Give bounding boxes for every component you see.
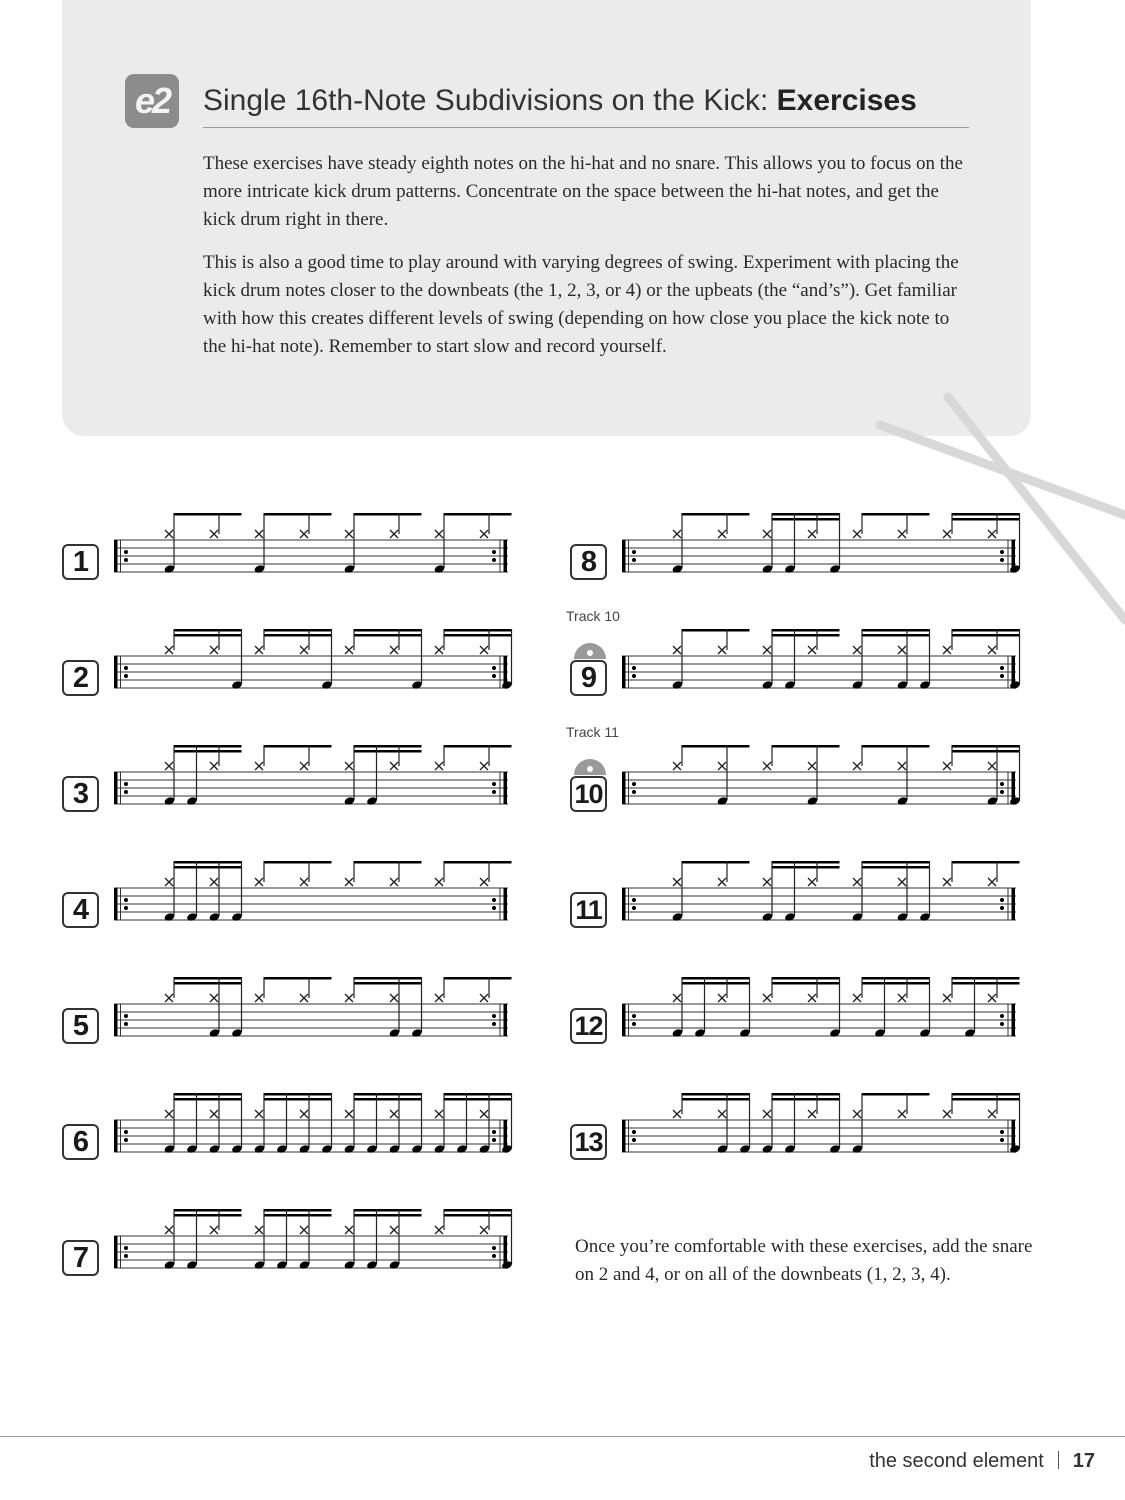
repeat-dot [1000, 558, 1004, 562]
repeat-start-thick-bar [114, 772, 118, 804]
exercise-number: 4 [62, 892, 99, 928]
repeat-dot [492, 1254, 496, 1258]
beam [772, 629, 840, 632]
repeat-dot [492, 1246, 496, 1250]
beam [444, 1098, 512, 1101]
beam [862, 866, 930, 869]
beam [772, 1098, 840, 1101]
element-badge [125, 74, 179, 128]
beam [772, 1093, 840, 1096]
track-label-9: Track 10 [566, 608, 620, 624]
beam [772, 634, 840, 637]
title-divider [203, 127, 969, 128]
page-footer [869, 1450, 1095, 1473]
beam [354, 1209, 422, 1212]
beam [444, 1209, 512, 1212]
repeat-dot [1000, 1138, 1004, 1142]
repeat-start-thick-bar [114, 888, 118, 920]
repeat-dot [632, 1138, 636, 1142]
beam [682, 629, 750, 632]
repeat-start-thick-bar [622, 1004, 626, 1036]
repeat-end-thick-bar [504, 888, 508, 920]
beam [354, 513, 422, 516]
repeat-start-thick-bar [114, 540, 118, 572]
beam [444, 1214, 512, 1217]
exercise-number: 1 [62, 544, 99, 580]
beam [354, 629, 422, 632]
repeat-dot [632, 906, 636, 910]
exercise-3 [62, 734, 522, 824]
beam [862, 977, 930, 980]
beam [174, 1214, 242, 1217]
repeat-dot [492, 790, 496, 794]
repeat-dot [124, 550, 128, 554]
drum-staff [114, 734, 508, 824]
repeat-dot [492, 1130, 496, 1134]
beam [354, 745, 422, 748]
repeat-end-thick-bar [1012, 1004, 1016, 1036]
beam [174, 513, 242, 516]
repeat-dot [1000, 782, 1004, 786]
beam [264, 629, 332, 632]
beam [354, 1214, 422, 1217]
beam [264, 1214, 332, 1217]
beam [354, 1098, 422, 1101]
repeat-dot [124, 558, 128, 562]
repeat-dot [1000, 898, 1004, 902]
repeat-dot [1000, 550, 1004, 554]
drum-staff [114, 1198, 508, 1288]
beam [862, 513, 930, 516]
repeat-dot [492, 782, 496, 786]
closing-note: Once you’re comfortable with these exercises, add the snare on 2 and 4, or on all of the downbeats (1, 2, 3, 4). [575, 1236, 1033, 1285]
exercise-4 [62, 850, 522, 940]
repeat-dot [492, 558, 496, 562]
repeat-end-thick-bar [504, 540, 508, 572]
repeat-end-thick-bar [1012, 888, 1016, 920]
beam [772, 982, 840, 985]
exercise-8 [570, 502, 1030, 592]
beam [952, 1098, 1020, 1101]
badge-label: e2 [134, 80, 170, 121]
repeat-dot [1000, 1130, 1004, 1134]
exercise-number: 7 [62, 1240, 99, 1276]
exercise-number: 10 [570, 776, 607, 812]
repeat-dot [492, 898, 496, 902]
repeat-dot [492, 1138, 496, 1142]
beam [772, 861, 840, 864]
beam [174, 629, 242, 632]
repeat-dot [1000, 1014, 1004, 1018]
exercise-2 [62, 618, 522, 708]
beam [952, 745, 1020, 748]
repeat-dot [124, 666, 128, 670]
beam [174, 1093, 242, 1096]
beam [174, 977, 242, 980]
drum-staff [622, 850, 1016, 940]
repeat-dot [492, 1022, 496, 1026]
exercise-12 [570, 966, 1030, 1056]
beam [264, 1209, 332, 1212]
beam [264, 1098, 332, 1101]
intro-paragraph-1: These exercises have steady eighth notes on the hi-hat and no snare. This allows you to focus on the more intricate kick drum patterns. Concentrate on the space between the hi-hat notes, and get the kick drum right in there. [203, 153, 963, 230]
cd-icon [573, 747, 607, 781]
exercise-number: 11 [570, 892, 607, 928]
exercise-13 [570, 1082, 1030, 1172]
repeat-dot [124, 790, 128, 794]
page-number: 17 [1072, 1450, 1095, 1472]
repeat-start-thick-bar [622, 656, 626, 688]
repeat-dot [124, 1130, 128, 1134]
beam [952, 518, 1020, 521]
exercise-6 [62, 1082, 522, 1172]
repeat-dot [492, 1014, 496, 1018]
exercise-7 [62, 1198, 522, 1288]
drum-staff [622, 966, 1016, 1056]
beam [264, 977, 332, 980]
drum-staff [114, 966, 508, 1056]
beam [264, 634, 332, 637]
exercise-number: 13 [570, 1124, 607, 1160]
beam [354, 861, 422, 864]
beam [174, 634, 242, 637]
beam [174, 1098, 242, 1101]
repeat-dot [124, 1138, 128, 1142]
drum-staff [622, 618, 1016, 708]
beam [862, 745, 930, 748]
repeat-start-thick-bar [114, 1004, 118, 1036]
beam [174, 745, 242, 748]
exercise-number: 6 [62, 1124, 99, 1160]
repeat-dot [632, 558, 636, 562]
exercise-9 [570, 618, 1030, 708]
beam [862, 861, 930, 864]
beam [264, 1093, 332, 1096]
exercise-11 [570, 850, 1030, 940]
beam [174, 750, 242, 753]
drum-staff [114, 1082, 508, 1172]
beam [354, 750, 422, 753]
repeat-start-thick-bar [114, 656, 118, 688]
beam [444, 1093, 512, 1096]
repeat-dot [492, 906, 496, 910]
exercise-number: 2 [62, 660, 99, 696]
repeat-start-thick-bar [622, 772, 626, 804]
repeat-dot [1000, 666, 1004, 670]
beam [862, 982, 930, 985]
cd-icon [573, 631, 607, 665]
beam [682, 982, 750, 985]
beam [862, 1093, 930, 1096]
repeat-dot [1000, 906, 1004, 910]
repeat-dot [1000, 790, 1004, 794]
beam [174, 861, 242, 864]
beam [174, 982, 242, 985]
beam [952, 1093, 1020, 1096]
repeat-dot [124, 1254, 128, 1258]
drum-staff [114, 618, 508, 708]
beam [772, 513, 840, 516]
repeat-start-thick-bar [622, 1120, 626, 1152]
repeat-dot [632, 782, 636, 786]
footer-section: the second element [869, 1450, 1044, 1472]
footer-divider [0, 1436, 1125, 1437]
drum-staff [114, 502, 508, 592]
repeat-dot [1000, 1022, 1004, 1026]
beam [952, 634, 1020, 637]
exercise-1 [62, 502, 522, 592]
beam [354, 977, 422, 980]
beam [444, 634, 512, 637]
repeat-dot [632, 674, 636, 678]
repeat-dot [492, 550, 496, 554]
footer-separator [1058, 1451, 1059, 1469]
repeat-dot [492, 674, 496, 678]
repeat-dot [632, 1130, 636, 1134]
beam [862, 629, 930, 632]
exercise-5 [62, 966, 522, 1056]
drum-staff [114, 850, 508, 940]
repeat-start-thick-bar [622, 540, 626, 572]
beam [952, 513, 1020, 516]
repeat-dot [492, 666, 496, 670]
beam [772, 977, 840, 980]
repeat-dot [124, 906, 128, 910]
beam [444, 745, 512, 748]
beam [772, 866, 840, 869]
beam [952, 977, 1020, 980]
beam [682, 513, 750, 516]
repeat-start-thick-bar [622, 888, 626, 920]
repeat-dot [124, 1246, 128, 1250]
title-bold: Exercises [776, 84, 917, 117]
exercise-10 [570, 734, 1030, 824]
beam [264, 513, 332, 516]
repeat-end-thick-bar [504, 772, 508, 804]
beam [952, 629, 1020, 632]
intro-paragraph-2: This is also a good time to play around with varying degrees of swing. Experiment with placing the kick drum notes closer to the downbeats (the 1, 2, 3, or 4) or the upbeats (the “and’s”). Get familiar with how this creates different levels of swing (depending on how close you place the kick note to the hi-hat note). Remember to start slow and record yourself. [203, 252, 959, 357]
repeat-dot [632, 790, 636, 794]
beam [174, 1209, 242, 1212]
beam [444, 629, 512, 632]
beam [952, 750, 1020, 753]
beam [682, 977, 750, 980]
track-label-10: Track 11 [566, 724, 619, 740]
exercise-number: 12 [570, 1008, 607, 1044]
beam [174, 866, 242, 869]
beam [354, 1093, 422, 1096]
beam [444, 861, 512, 864]
beam [444, 977, 512, 980]
drum-staff [622, 1082, 1016, 1172]
repeat-dot [632, 550, 636, 554]
exercise-number: 9 [570, 660, 607, 696]
repeat-dot [632, 898, 636, 902]
title-main: Single 16th-Note Subdivisions on the Kick: [203, 84, 777, 117]
repeat-dot [124, 1022, 128, 1026]
beam [682, 745, 750, 748]
repeat-dot [124, 782, 128, 786]
exercise-number: 5 [62, 1008, 99, 1044]
beam [264, 861, 332, 864]
repeat-start-thick-bar [114, 1236, 118, 1268]
drum-staff [622, 734, 1016, 824]
beam [862, 634, 930, 637]
repeat-dot [1000, 674, 1004, 678]
beam [354, 982, 422, 985]
beam [682, 1098, 750, 1101]
exercise-number: 8 [570, 544, 607, 580]
exercise-number: 3 [62, 776, 99, 812]
beam [264, 745, 332, 748]
repeat-dot [632, 1014, 636, 1018]
beam [772, 745, 840, 748]
repeat-dot [124, 674, 128, 678]
beam [354, 634, 422, 637]
page-title [203, 84, 969, 118]
repeat-start-thick-bar [114, 1120, 118, 1152]
beam [682, 861, 750, 864]
drum-staff [622, 502, 1016, 592]
repeat-dot [632, 666, 636, 670]
beam [952, 861, 1020, 864]
repeat-dot [124, 1014, 128, 1018]
beam [772, 518, 840, 521]
repeat-dot [632, 1022, 636, 1026]
repeat-dot [124, 898, 128, 902]
beam [952, 982, 1020, 985]
beam [682, 1093, 750, 1096]
repeat-end-thick-bar [504, 1004, 508, 1036]
beam [444, 513, 512, 516]
